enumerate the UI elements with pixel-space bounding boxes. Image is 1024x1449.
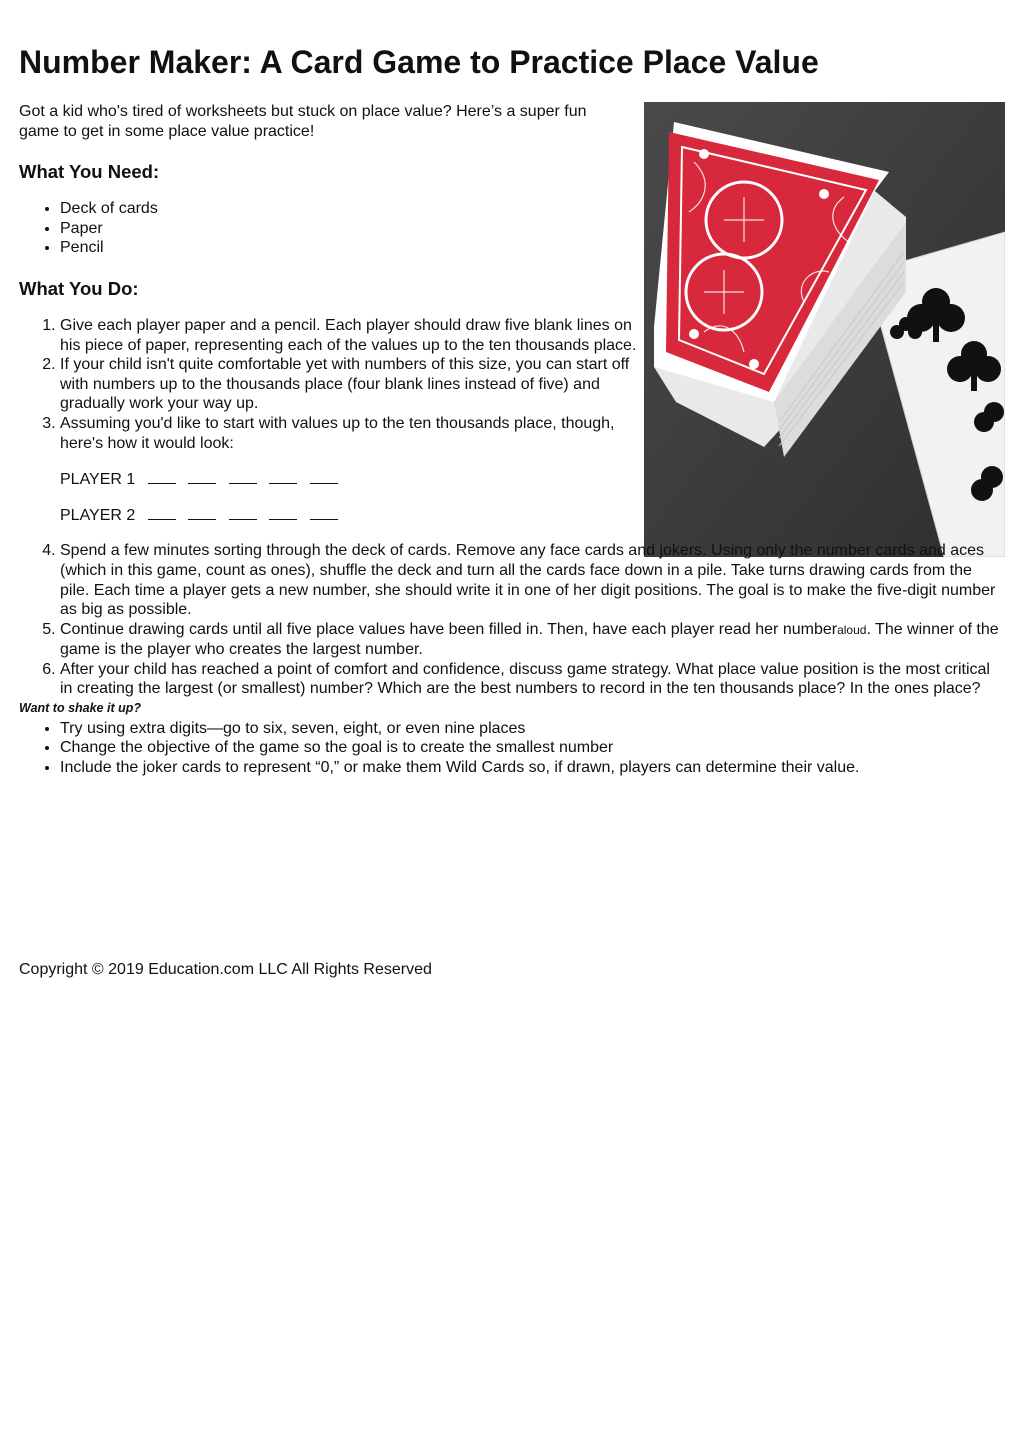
player-lines bbox=[60, 469, 652, 525]
list-item: • Include the joker cards to represent “0,” or make them Wild Cards so, if drawn, players can determine their value. bbox=[60, 758, 1005, 778]
blank-line bbox=[269, 505, 297, 520]
step-item: 4. Spend a few minutes sorting through the deck of cards. Remove any face cards and jokers. Using only the number cards and aces (which in this game, count as ones), shuffle the deck and turn all the cards face down in a pile. Take turns drawing cards from the pile. Each time a player gets a new number, she should write it in one of her digit positions. The goal is to make the five-digit number as big as possible. bbox=[60, 541, 1005, 619]
variations-list bbox=[19, 719, 1005, 778]
list-item: • Try using extra digits—go to six, seven, eight, or even nine places bbox=[60, 719, 1005, 739]
blank-line bbox=[188, 469, 216, 484]
shake-it-up-heading: Want to shake it up? bbox=[19, 701, 141, 716]
steps-list bbox=[19, 316, 1005, 699]
blank-line bbox=[148, 469, 176, 484]
blank-line bbox=[310, 469, 338, 484]
step-item bbox=[60, 620, 1005, 660]
player-line bbox=[60, 505, 652, 525]
step-text: Assuming you'd like to start with values up to the ten thousands place, though, here's how it would look: bbox=[60, 414, 615, 452]
list-item: • Paper bbox=[60, 219, 1005, 239]
player-label: PLAYER 1 bbox=[60, 471, 136, 489]
what-you-need-heading: What You Need: bbox=[19, 161, 160, 183]
step-text: Continue drawing cards until all five place values have been filled in. Then, have each player read her number bbox=[60, 620, 838, 638]
copyright-notice: Copyright © 2019 Education.com LLC All Rights Reserved bbox=[19, 961, 432, 978]
step-text: . The winner of the game is the player who creates the largest number. bbox=[60, 620, 999, 659]
step-item bbox=[60, 414, 652, 525]
player-label: PLAYER 2 bbox=[60, 507, 136, 525]
blank-line bbox=[148, 505, 176, 520]
blank-line bbox=[269, 469, 297, 484]
player-line bbox=[60, 469, 652, 489]
step-item: 6. After your child has reached a point of comfort and confidence, discuss game strategy. What place value position is the most critical in creating the largest (or smallest) number? Which are the best numbers to record in the ten thousands place? In the ones place? bbox=[60, 660, 1005, 699]
list-item: • Deck of cards bbox=[60, 199, 1005, 219]
step-item: 1. Give each player paper and a pencil. Each player should draw five blank lines on his piece of paper, representing each of the values up to the ten thousands place. bbox=[60, 316, 652, 355]
blank-line bbox=[310, 505, 338, 520]
list-item: • Pencil bbox=[60, 238, 1005, 258]
main-content bbox=[19, 102, 1005, 777]
step-text-small: aloud bbox=[837, 622, 867, 637]
blank-line bbox=[229, 469, 257, 484]
materials-list bbox=[19, 199, 1005, 258]
list-item: • Change the objective of the game so the goal is to create the smallest number bbox=[60, 738, 1005, 758]
what-you-do-heading: What You Do: bbox=[19, 277, 139, 299]
intro-paragraph: Got a kid who's tired of worksheets but stuck on place value? Here’s a super fun game to get in some place value practice! bbox=[19, 103, 587, 140]
blank-line bbox=[229, 505, 257, 520]
blank-line bbox=[188, 505, 216, 520]
page-title: Number Maker: A Card Game to Practice Place Value bbox=[19, 44, 819, 80]
step-item: 2. If your child isn't quite comfortable yet with numbers of this size, you can start off with numbers up to the thousands place (four blank lines instead of five) and gradually work your way up. bbox=[60, 355, 652, 414]
